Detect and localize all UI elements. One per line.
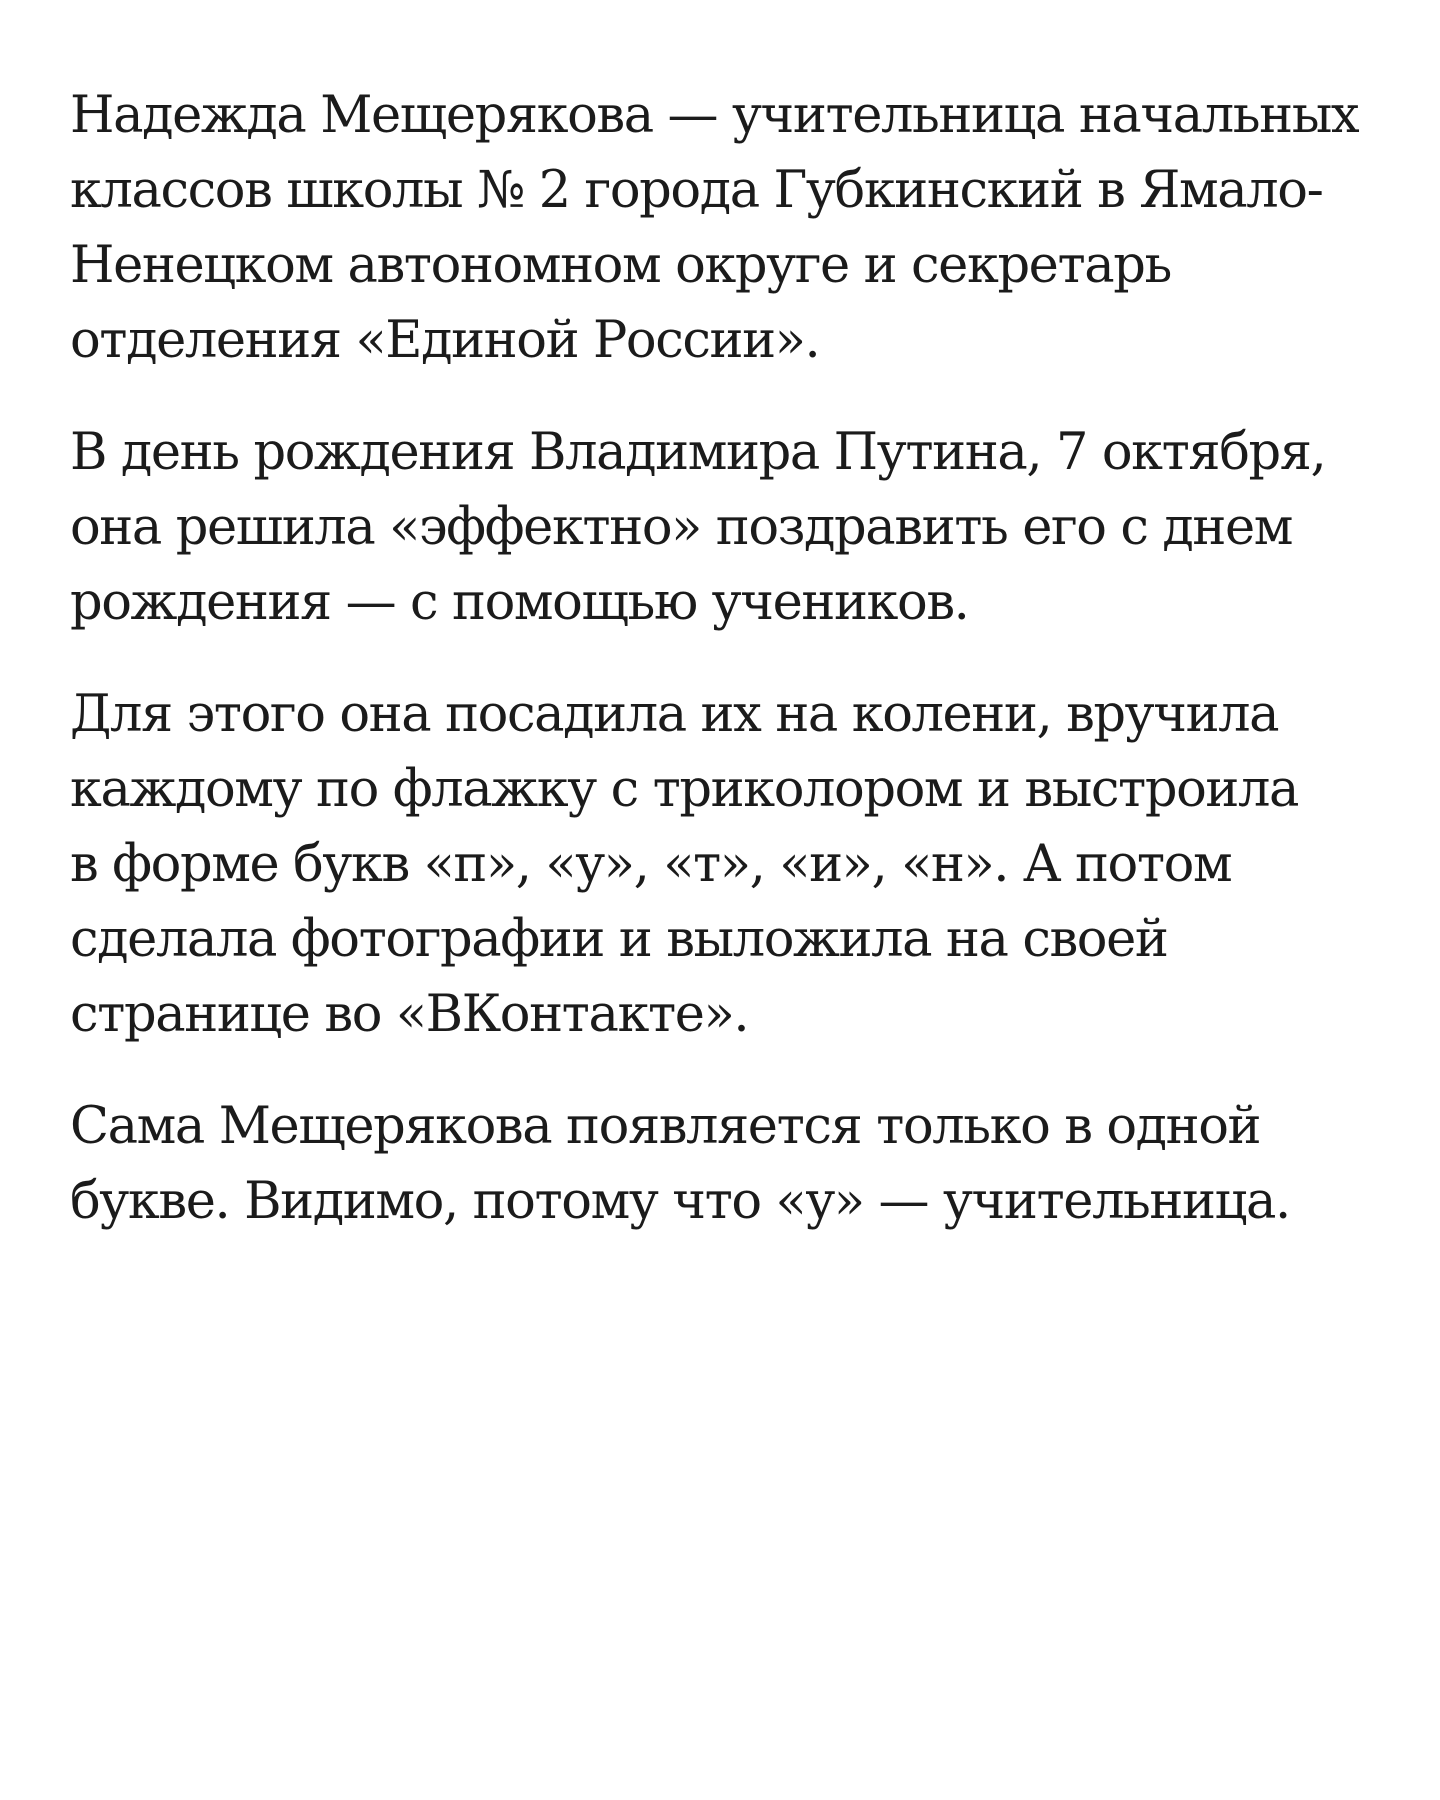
paragraph-birthday [70, 415, 1370, 640]
paragraph-line: Надежда Мещерякова — учительница начальных [70, 86, 1359, 145]
paragraph-flags [70, 677, 1370, 1052]
paragraph-line: Сама Мещерякова появляется только в одной [70, 1097, 1261, 1156]
paragraph-line: Для этого она посадила их на колени, вручила [70, 685, 1279, 744]
paragraph-line: она решила «эффектно» поздравить его с днем [70, 498, 1293, 557]
paragraph-line: в форме букв «п», «у», «т», «и», «н». А потом [70, 835, 1232, 894]
paragraph-line: Ненецком автономном округе и секретарь [70, 236, 1171, 295]
paragraph-line: сделала фотографии и выложила на своей [70, 910, 1168, 969]
paragraph-line: рождения — с помощью учеников. [70, 573, 969, 632]
paragraph-conclusion [70, 1089, 1370, 1239]
article-body [70, 78, 1370, 1239]
paragraph-line: В день рождения Владимира Путина, 7 октября, [70, 423, 1326, 482]
paragraph-line: странице во «ВКонтакте». [70, 985, 749, 1044]
paragraph-line: букве. Видимо, потому что «у» — учительница. [70, 1172, 1290, 1231]
paragraph-line: каждому по флажку с триколором и выстроила [70, 760, 1299, 819]
paragraph-intro [70, 78, 1370, 378]
paragraph-line: отделения «Единой России». [70, 311, 820, 370]
paragraph-line: классов школы № 2 города Губкинский в Ямало- [70, 161, 1323, 220]
